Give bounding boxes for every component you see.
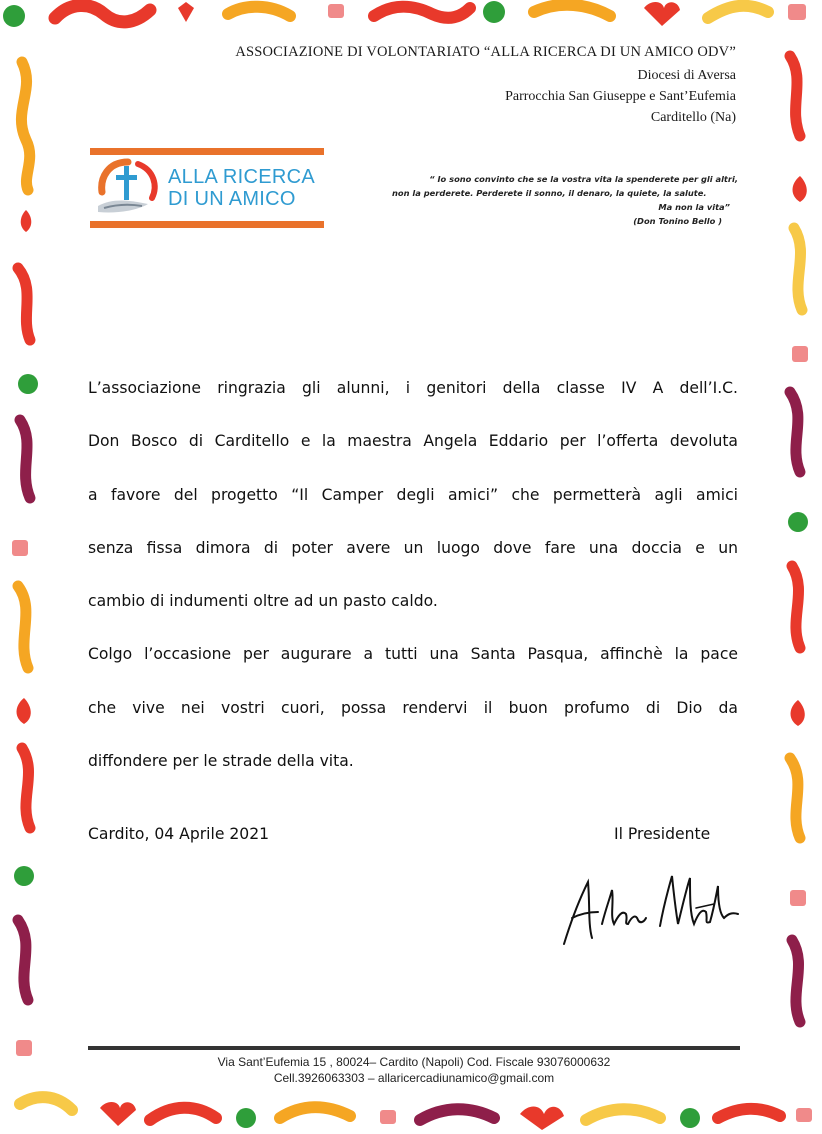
footer [88,1054,740,1086]
body-line: a favore del progetto “Il Camper degli amici” che permetterà agli amici [88,485,738,504]
organization-name: ASSOCIAZIONE DI VOLONTARIATO “ALLA RICERCA DI UN AMICO ODV” [235,44,736,60]
logo-bottom-bar [90,221,324,228]
footer-contacts: Cell.3926063303 – allaricercadiunamico@gmail.com [273,1071,555,1085]
diocese: Diocesi di Aversa [637,68,736,83]
signatory-role: Il Presidente [614,825,711,843]
logo-line-1: ALLA RICERCA [168,166,315,188]
body-line: diffondere per le strade della vita. [88,752,354,771]
logo-top-bar [90,148,324,155]
quote-block [392,172,738,228]
body-line: senza fissa dimora di poter avere un luogo dove fare una doccia e un [88,538,738,557]
quote-line: Ma non la vita” [658,202,730,212]
logo-line-2: DI UN AMICO [168,188,296,210]
cross-logo-icon [94,156,162,220]
letter-body [88,362,738,788]
parish: Parrocchia San Giuseppe e Sant’Eufemia [505,89,736,104]
place-and-date: Cardito, 04 Aprile 2021 [88,825,270,843]
body-line: che vive nei vostri cuori, possa rendervi il buon profumo di Dio da [88,698,738,717]
association-logo [90,148,324,228]
body-line: Don Bosco di Carditello e la maestra Angela Eddario per l’offerta devoluta [88,432,738,451]
quote-line: non la perderete. Perderete il sonno, il denaro, la quiete, la salute. [392,188,707,198]
footer-divider [88,1046,740,1050]
letterhead [116,44,736,128]
quote-author: (Don Tonino Bello ) [633,216,722,226]
town: Carditello (Na) [650,110,736,125]
body-line: L’associazione ringrazia gli alunni, i genitori della classe IV A dell’I.C. [88,379,738,397]
footer-address: Via Sant’Eufemia 15 , 80024– Cardito (Napoli) Cod. Fiscale 93076000632 [217,1055,611,1069]
quote-line: “ Io sono convinto che se la vostra vita la spenderete per gli altri, [429,174,738,184]
body-line: cambio di indumenti oltre ad un pasto caldo. [88,592,438,611]
body-line: Colgo l’occasione per augurare a tutti una Santa Pasqua, affinchè la pace [88,645,738,664]
handwritten-signature [558,868,748,950]
